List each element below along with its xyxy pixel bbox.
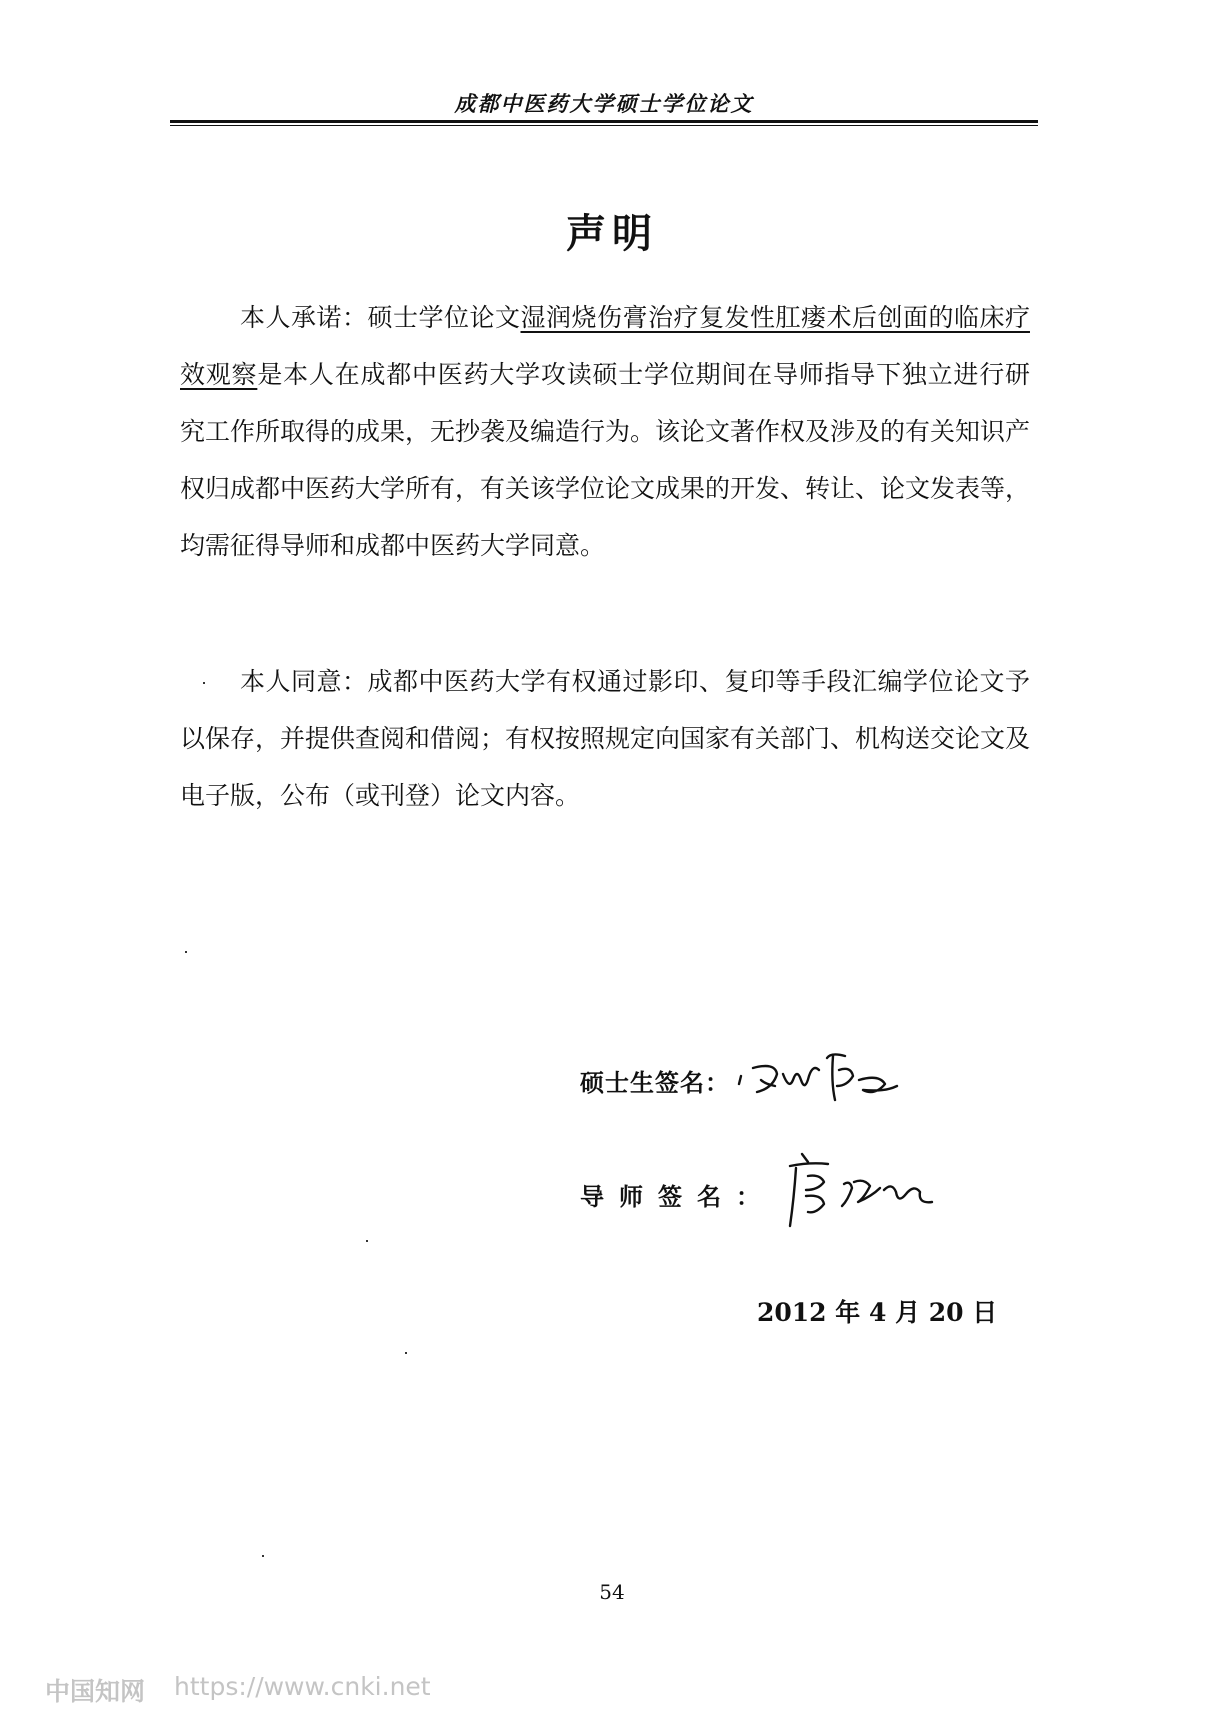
cnki-watermark-logo: 中国知网: [45, 1677, 146, 1706]
scan-speck: [185, 951, 187, 953]
running-header: 成都中医药大学硕士学位论文: [454, 91, 754, 116]
student-signature-label: 硕士生签名：: [580, 1069, 730, 1097]
scan-speck: [405, 1352, 407, 1354]
page-title: 声明: [566, 211, 658, 257]
declaration-paragraph-1: [180, 289, 1030, 574]
advisor-signature-label: 导师签名：: [580, 1183, 775, 1211]
p1-prefix: 本人承诺：硕士学位论文: [240, 303, 521, 332]
signature-date: 2012 年 4 月 20 日: [757, 1298, 998, 1327]
p1-suffix: 是本人在成都中医药大学攻读硕士学位期间在导师指导下独立进行研究工作所取得的成果，无抄袭及编造行为。该论文著作权及涉及的有关知识产权归成都中医药大学所有，有关该学位论文成果的开发、转让、论文发表等，均需征得导师和成都中医药大学同意。: [180, 360, 1031, 560]
cnki-watermark-url: https://www.cnki.net: [174, 1672, 431, 1701]
header-rule-thick: [170, 120, 1038, 123]
advisor-signature: [780, 1148, 950, 1233]
scan-speck: [366, 1240, 368, 1242]
declaration-paragraph-2: 本人同意：成都中医药大学有权通过影印、复印等手段汇编学位论文予以保存，并提供查阅和借阅；有权按照规定向国家有关部门、机构送交论文及电子版，公布（或刊登）论文内容。: [180, 667, 1031, 810]
student-signature: [735, 1040, 905, 1115]
scan-speck: [203, 682, 205, 684]
page-number: 54: [599, 1580, 625, 1604]
header-rule-thin: [170, 125, 1038, 126]
thesis-title: 湿润烧伤膏治疗复发性肛瘘术后创面的临床疗效观察: [180, 303, 1030, 389]
scan-speck: [262, 1555, 264, 1557]
